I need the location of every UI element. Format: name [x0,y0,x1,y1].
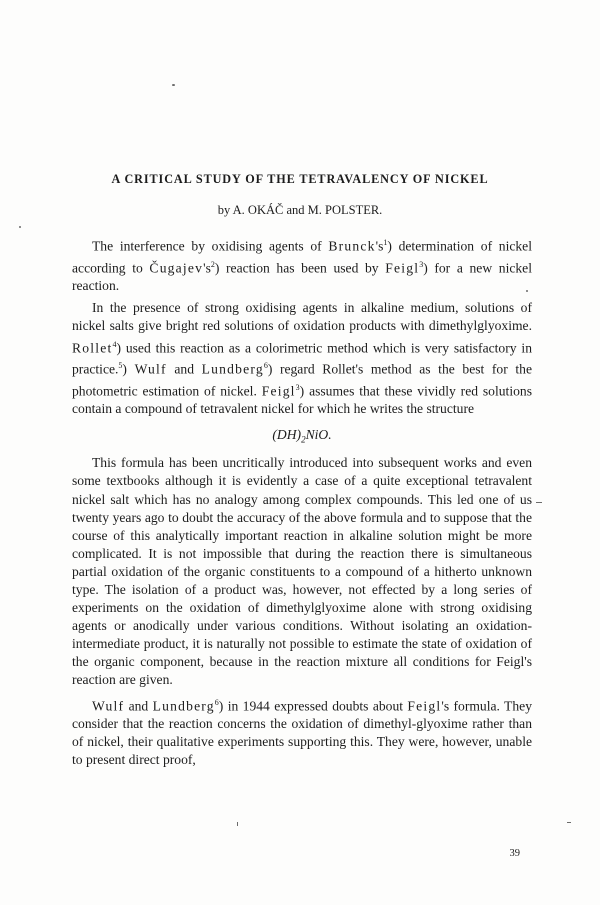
text-run: The interference by oxidising agents of [92,238,329,254]
article-title: A CRITICAL STUDY OF THE TETRAVALENCY OF NICKEL [111,172,489,186]
author-name-ref: Lundberg [201,361,264,377]
formula-subscript: 2 [301,434,306,445]
footnote-ref: 2 [210,259,215,269]
text-run: ) determination of nickel according to [72,238,532,276]
text-run: This formula has been uncritically introduced into subsequent works and even some textbooks although it is evidently a case of a quite exceptional tetravalent nickel salt which has no analogy among complex compounds. This led one of us twenty years ago to doubt the accuracy of the above formula and to suppose that the course of this analytically important reaction in alkaline solution might be more complicated. It is not impossible that during the reaction there is simultaneous partial oxidation of the organic constituents to a compound of a hitherto unknown type. The isolation of a product was, however, not effected by a long series of experiments on the oxidation of dimethylglyoxime alone with strong oxidising agents or anodically under various conditions. Without isolating an oxidation-intermediate product, it is naturally not possible to estimate the state of oxidation of the organic component, because in the reaction mixture all conditions for Feigl's reaction are given. [72,455,532,688]
scan-speck [237,822,238,826]
text-run: 's [375,238,384,254]
footnote-ref: 3 [295,382,300,392]
page-number: 39 [509,848,520,859]
text-run: In the presence of strong oxidising agents in alkaline medium, solutions of nickel salts give bright red solutions of oxidation products with dimethylglyoxime. [72,300,532,334]
author-name-ref: Feigl [261,383,296,399]
article-body [72,234,532,773]
text-run: ) reaction has been used by [214,260,386,276]
text-run: ) [122,361,135,377]
paragraph-3 [72,454,532,689]
text-run: NiO. [305,426,332,442]
author-name-ref: Wulf [134,361,167,377]
article-authors: by A. OKÁČ and M. POLSTER. [217,203,383,217]
footnote-ref: 3 [419,259,424,269]
text-run: ) used this reaction as a colorimetric method which is very satisfactory in practice. [72,340,532,377]
text-run: ) regard Rollet's method as the best for the photometric estimation of nickel. [72,361,532,399]
text-run: 's [203,260,211,276]
text-run: and [124,698,153,714]
author-name-ref: Čugajev [149,260,204,276]
scan-speck [567,822,571,823]
paragraph-4 [72,694,532,770]
author-name-ref: Wulf [92,698,125,714]
text-run: and [166,361,202,377]
text-run: ) for a new nickel reaction. [72,260,532,294]
footnote-ref: 6 [214,697,219,707]
author-name-ref: Brunck [328,238,376,254]
footnote-ref: 4 [112,339,117,349]
text-run: (DH) [272,426,302,442]
author-name-ref: Feigl [407,698,442,714]
scan-speck [19,226,21,228]
scan-speck [172,84,175,86]
scan-speck [536,502,542,503]
paragraph-2 [72,299,532,418]
text-run: ) assumes that these vividly red solutions contain a compound of tetravalent nickel for which he writes the structure [72,383,532,417]
text-run: 's formula. They consider that the reaction concerns the oxidation of dimethyl-glyoxime rather than of nickel, their qualitative experiments supporting this. They were, however, unable to present direct proof, [72,698,532,768]
paragraph-1 [72,234,532,295]
author-name-ref: Lundberg [152,698,215,714]
author-name-ref: Feigl [385,260,420,276]
footnote-ref: 1 [383,238,388,247]
footnote-ref: 5 [118,361,123,371]
scan-speck [526,290,528,292]
footnote-ref: 6 [263,361,268,371]
chemical-formula [72,426,532,449]
author-name-ref: Rollet [72,340,113,356]
text-run: ) in 1944 expressed doubts about [218,698,408,714]
